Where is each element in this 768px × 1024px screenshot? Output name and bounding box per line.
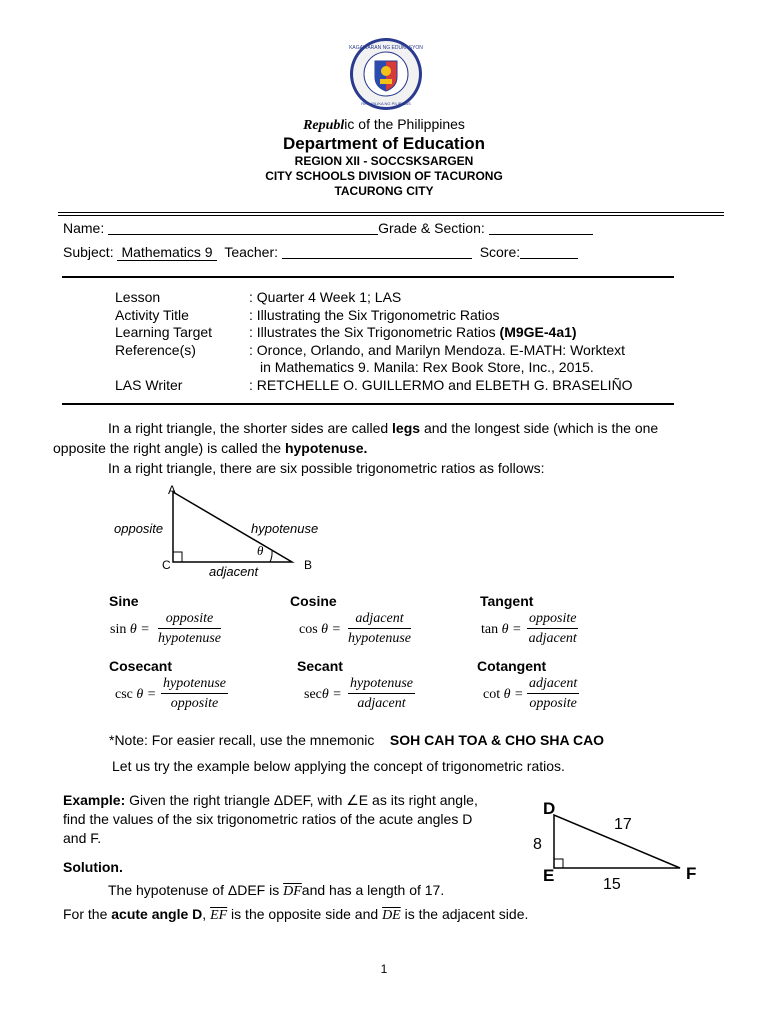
intro-paragraph: In a right triangle, the shorter sides are called legs and the longest side (which is the one opposite the right angle) is called the hypotenuse. In a right triangle, there are six possible trigonometric ratios as follows: [53, 420, 659, 476]
hypotenuse-line: The hypotenuse of ΔDEF is $\overline{DF}and$ has a length of 17. [108, 882, 445, 899]
city-line: TACURONG CITY [334, 184, 434, 198]
name-row [63, 220, 723, 236]
acute-angle-line: For the acute angle D, $\overline{EF}$ is the opposite side and $\overline{DE}$ is the adjacent side. [63, 906, 529, 923]
page-number: 1 [380, 962, 388, 976]
subject-label: Subject: [63, 244, 114, 260]
lesson-info-row: Learning Target : Illustrates the Six Trigonometric Ratios (M9GE-4a1) [115, 324, 577, 340]
tangent-function: tan θ = [481, 622, 522, 637]
lesson-info-row: LAS Writer : RETCHELLE O. GUILLERMO and ELBETH G. BRASELIÑO [115, 376, 633, 393]
grade-label: Grade & Section: [378, 220, 485, 236]
subject-field[interactable]: Mathematics 9 [117, 244, 216, 261]
vertex-d-label: D [543, 799, 556, 818]
cosecant-title: Cosecant [109, 658, 173, 674]
grade-section-field[interactable] [489, 220, 593, 235]
vertex-e-label: E [543, 866, 555, 885]
lesson-info-row: Reference(s) : Oronce, Orlando, and Marilyn Mendoza. E-MATH: Worktext [115, 341, 626, 358]
secant-function: secθ = [304, 687, 342, 702]
deped-seal-logo [349, 37, 423, 111]
lesson-info-row: Lesson : Quarter 4 Week 1; LAS [115, 289, 402, 305]
theta-label: θ [257, 543, 264, 558]
vertex-c-label: C [162, 558, 171, 572]
lesson-info-row: Activity Title : Illustrating the Six Trigonometric Ratios [115, 306, 500, 323]
lesson-info-table [115, 289, 633, 394]
lesson-info-row: in Mathematics 9. Manila: Rex Book Store, Inc., 2015. [260, 359, 594, 375]
region-line: REGION XII - SOCCSKSARGEN [294, 154, 474, 168]
subject-row [63, 244, 723, 261]
seal-text: KAGAWARAN NG EDUKASYON [349, 45, 423, 51]
cosine-fraction: adjacent hypotenuse [348, 611, 411, 646]
secant-title: Secant [297, 658, 343, 674]
sine-function: sin θ = [110, 622, 150, 637]
sine-title: Sine [109, 593, 139, 609]
cosine-function: cos θ = [299, 622, 341, 637]
tangent-title: Tangent [480, 593, 534, 609]
cosecant-function: csc θ = [115, 687, 157, 702]
division-line: CITY SCHOOLS DIVISION OF TACURONG [265, 169, 503, 183]
cotangent-title: Cotangent [477, 658, 547, 674]
teacher-field[interactable] [282, 244, 472, 259]
sine-fraction: opposite hypotenuse [158, 611, 221, 646]
score-field[interactable] [520, 244, 578, 259]
vertex-a-label: A [168, 483, 177, 497]
header-rule-bottom [58, 215, 724, 216]
name-label: Name: [63, 220, 105, 236]
cotangent-function: cot θ = [483, 687, 524, 702]
example-paragraph: Example: Given the right triangle ΔDEF, with ∠E as its right angle, find the values of the six trigonometric ratios of the acute angles D and F. [63, 792, 478, 846]
score-label: Score: [479, 244, 521, 260]
side-df-length: 17 [614, 816, 632, 833]
solution-heading: Solution. [63, 859, 123, 875]
vertex-b-label: B [304, 558, 313, 572]
cosine-title: Cosine [290, 593, 337, 609]
name-field[interactable] [108, 220, 378, 235]
cosecant-fraction: hypotenuse opposite [163, 676, 226, 711]
info-rule-bottom [62, 403, 674, 405]
seal-text-bottom: REPUBLIKA NG PILIPINAS [361, 101, 411, 106]
vertex-f-label: F [686, 864, 697, 883]
republic-line: Republic of the Philippines [303, 116, 465, 133]
side-ef-length: 15 [603, 876, 621, 893]
side-de-length: 8 [533, 836, 542, 853]
department-title: Department of Education [282, 134, 486, 153]
adjacent-label: adjacent [209, 564, 259, 579]
tangent-fraction: opposite adjacent [528, 611, 577, 646]
hypotenuse-label: hypotenuse [251, 521, 319, 536]
teacher-label: Teacher: [224, 244, 279, 260]
opposite-label: opposite [114, 521, 164, 536]
mnemonic-note: *Note: For easier recall, use the mnemonic SOH CAH TOA & CHO SHA CAO [109, 732, 605, 748]
header-rule-top [58, 212, 724, 213]
try-example-line: Let us try the example below applying the concept of trigonometric ratios. [112, 758, 565, 774]
info-rule-top [62, 276, 674, 278]
secant-fraction: hypotenuse adjacent [350, 676, 413, 711]
cotangent-fraction: adjacent opposite [529, 676, 578, 711]
